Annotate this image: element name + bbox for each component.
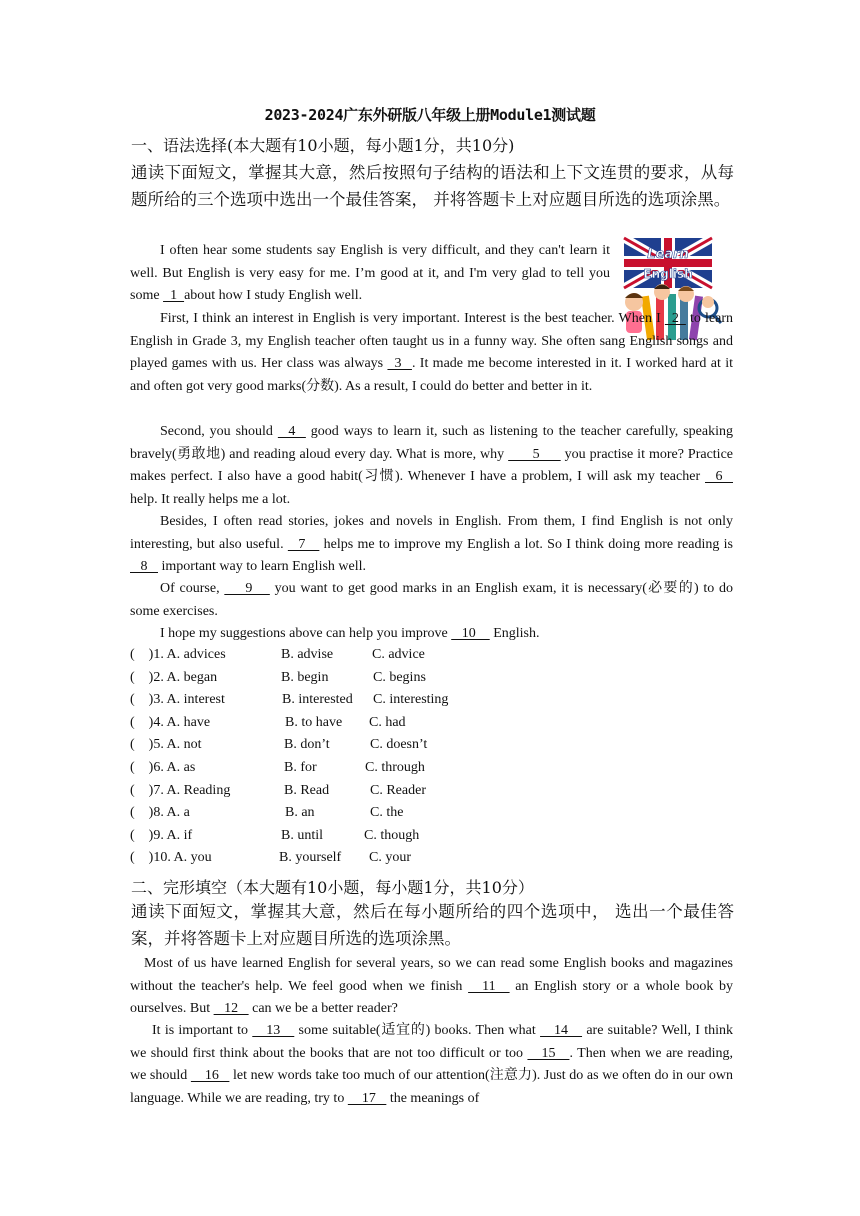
- passage1-paragraph-2: First, I think an interest in English is very important. Interest is the best teacher. When I 2 to learn English in Grade 3, my English teacher often taught us in a funny way. She often sang English songs and played games with us. Her class was always 3 . It made me become interested in it. I worked hard at it and often got very good marks(分数). As a result, I could do better and better in it.: [130, 308, 733, 398]
- blank-9: 9: [224, 581, 270, 596]
- worksheet-page: 2023-2024广东外研版八年级上册Module1测试题 一、语法选择(本大题有10小题，每小题1分，共10分) 通读下面短文，掌握其大意，然后按照句子结构的语法和上下文连贯的要求，从每题所给的三个选项中选出一个最佳答案， 并将答题卡上对应题目所选的选项涂黑。 Learn English I often hear some students say English is very difficult, and they can't learn it well. But English is very easy for me. I’m good at it, and I'm very glad to tell you some 1 about how I study English well. First, I think an interest in English is very important. Interest is the best teacher. When I 2 to learn English in Grade 3, my English teacher often taught us in a funny way. She often sang English songs and played games with us. Her class was always 3 . It made me become interested in it. I worked hard at it and often got very good marks(分数). As a result, I could do better and better in it. Second, you should 4 good ways to learn it, such as listening to the teacher carefully, speaking bravely(勇敢地) and reading aloud every day. What is more, why 5 you practise it more? Practice makes perfect. I also have a good habit(习惯). Whenever I have a problem, I will ask my teacher 6 help. It really helps me a lot. Besides, I often read stories, jokes and novels in English. From them, I find English is not only interesting, but also useful. 7 helps me to improve my English a lot. So I think doing more reading is 8 important way to learn English well. Of course, 9 you want to get good marks in an English exam, it is necessary(必要的) to do some exercises. I hope my suggestions above can help you improve 10 English. ( )1. A. advices B. advise C. advice ( )2. A. began B. begin C. begins ( )3. A. interest B. interested C. interesting ( )4. A. have B. to have C. had ( )5. A. not B. don’t C. doesn’t ( )6. A. as B. for C. through ( )7. A. Reading B. Read C. Reader ( )8. A. a B. an C. the ( )9. A. if B. until C. though ( )10. A. you B. yourself C. your 二、完形填空（本大题有10小题，每小题1分，共10分） 通读下面短文，掌握其大意，然后在每小题所给的四个选项中， 选出一个最佳答案，并将答题卡上对应题目所选的选项涂黑。 Most of us have learned English for several years, so we can read some English books and magazines without the teacher's help. We feel good when we finish 11 an English story or a whole book by ourselves. But 12 can we be a better reader? It is important to 13 some suitable(适宜的) books. Then what 14 are suitable? Well, I think we should first think about the books that are not too difficult or too 15 . Then when we are reading, we should 16 let new words take too much of our attention(注意力). Just do as we often do in our own language. While we are reading, try to 17 the meanings of: [0, 0, 860, 1216]
- blank-16: 16: [190, 1068, 230, 1083]
- blank-3: 3: [387, 356, 412, 371]
- passage2-paragraph-1: Most of us have learned English for several years, so we can read some English books and magazines without the teacher's help. We feel good when we finish 11 an English story or a whole book by ourselves. But 12 can we be a better reader?: [130, 953, 733, 1021]
- blank-13: 13: [252, 1023, 295, 1038]
- blank-4: 4: [277, 424, 306, 439]
- blank-12: 12: [213, 1001, 249, 1016]
- svg-text:English: English: [643, 267, 693, 281]
- section2-instruction: 通读下面短文，掌握其大意，然后在每小题所给的四个选项中， 选出一个最佳答案，并将答题卡上对应题目所选的选项涂黑。: [131, 902, 734, 948]
- passage1-paragraph-4: Besides, I often read stories, jokes and novels in English. From them, I find English is not only interesting, but also useful. 7 helps me to improve my English a lot. So I think doing more reading is 8 important way to learn English well.: [130, 511, 733, 579]
- blank-15: 15: [527, 1045, 570, 1061]
- blank-2: 2: [664, 311, 686, 326]
- blank-17: 17: [347, 1090, 387, 1106]
- blank-7: 7: [287, 536, 320, 552]
- passage1-paragraph-5: Of course, 9 you want to get good marks in an English exam, it is necessary(必要的) to do some exercises.: [130, 578, 733, 623]
- section2-heading: 二、完形填空（本大题有10小题，每小题1分，共10分）: [131, 878, 534, 897]
- blank-14: 14: [540, 1023, 583, 1038]
- blank-5: 5: [508, 446, 561, 462]
- section1-heading: 一、语法选择(本大题有10小题，每小题1分，共10分): [131, 136, 515, 155]
- blank-8: 8: [130, 559, 158, 574]
- blank-10: 10: [451, 626, 490, 641]
- blank-6: 6: [705, 469, 733, 484]
- blank-1: 1: [163, 288, 185, 303]
- blank-11: 11: [468, 978, 510, 994]
- passage1-paragraph-3: Second, you should 4 good ways to learn it, such as listening to the teacher carefully, speaking bravely(勇敢地) and reading aloud every day. What is more, why 5 you practise it more? Practice makes perfect. I also have a good habit(习惯). Whenever I have a problem, I will ask my teacher 6 help. It really helps me a lot.: [130, 421, 733, 511]
- page-title: 2023-2024广东外研版八年级上册Module1测试题: [264, 106, 596, 124]
- section1-instruction: 通读下面短文，掌握其大意，然后按照句子结构的语法和上下文连贯的要求，从每题所给的三个选项中选出一个最佳答案， 并将答题卡上对应题目所选的选项涂黑。: [131, 163, 734, 209]
- passage1-paragraph-6: I hope my suggestions above can help you improve 10 English.: [130, 623, 733, 646]
- svg-text:Learn: Learn: [647, 247, 689, 262]
- passage2-paragraph-2: It is important to 13 some suitable(适宜的) books. Then what 14 are suitable? Well, I think we should first think about the books that are not too difficult or too 15 . Then when we are reading, we should 16 let new words take too much of our attention(注意力). Just do as we often do in our own language. While we are reading, try to 17 the meanings of: [130, 1020, 733, 1110]
- passage1-paragraph-1: I often hear some students say English is very difficult, and they can't learn it well. But English is very easy for me. I’m good at it, and I'm very glad to tell you some 1 about how I study English well.: [130, 240, 610, 308]
